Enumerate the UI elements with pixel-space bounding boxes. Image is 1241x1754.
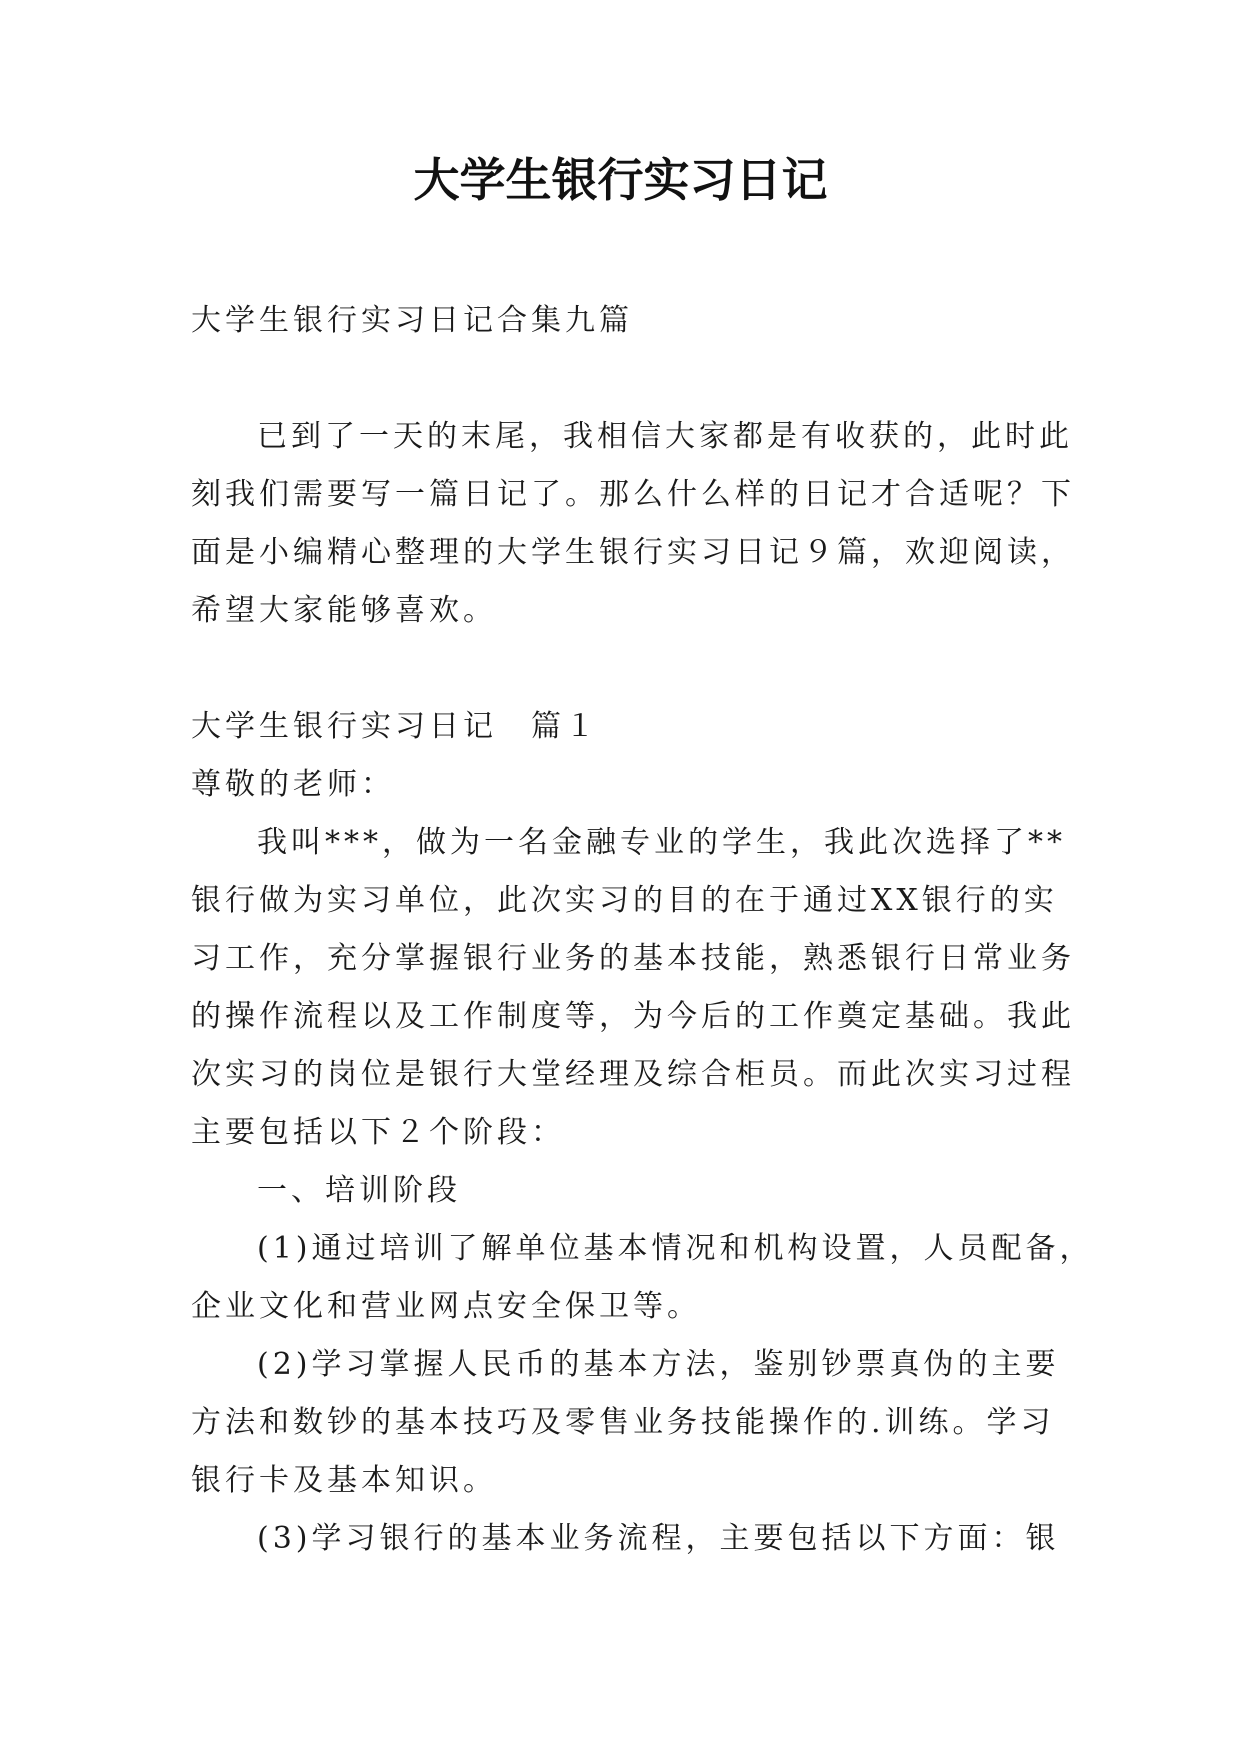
list-item-line: 银行卡及基本知识。: [191, 1463, 497, 1498]
paragraph-line: 的操作流程以及工作制度等，为今后的工作奠定基础。我此: [191, 999, 1075, 1034]
intro-line: 已到了一天的末尾，我相信大家都是有收获的，此时此: [257, 419, 1073, 454]
list-item-line: (2)学习掌握人民币的基本方法，鉴别钞票真伪的主要: [257, 1347, 1060, 1382]
list-item-1: [191, 1220, 1094, 1336]
intro-paragraph: [191, 408, 1075, 640]
paragraph-1: [191, 814, 1075, 1162]
intro-line: 希望大家能够喜欢。: [191, 593, 497, 628]
list-item-line: 企业文化和营业网点安全保卫等。: [191, 1289, 701, 1324]
paragraph-line: 次实习的岗位是银行大堂经理及综合柜员。而此次实习过程: [191, 1057, 1075, 1092]
list-item-2: [191, 1336, 1071, 1510]
salutation: 尊敬的老师：: [191, 767, 395, 802]
paragraph-line: 习工作，充分掌握银行业务的基本技能，熟悉银行日常业务: [191, 941, 1075, 976]
intro-line: 面是小编精心整理的大学生银行实习日记９篇，欢迎阅读，: [191, 535, 1075, 570]
paragraph-line: 我叫***，做为一名金融专业的学生，我此次选择了**: [257, 825, 1066, 860]
document-body: [191, 292, 1094, 1568]
stage-heading: 一、培训阶段: [257, 1173, 461, 1208]
document-title: 大学生银行实习日记: [413, 153, 828, 207]
list-item-line: (1)通过培训了解单位基本情况和机构设置，人员配备，: [257, 1231, 1094, 1266]
list-item-3: [191, 1510, 1071, 1568]
paragraph-line: 银行做为实习单位，此次实习的目的在于通过XX银行的实: [191, 883, 1058, 918]
list-item-line: 方法和数钞的基本技巧及零售业务技能操作的.训练。学习: [191, 1405, 1055, 1440]
list-item-line: (3)学习银行的基本业务流程，主要包括以下方面：银: [257, 1521, 1060, 1556]
spacer: [191, 350, 1071, 408]
section-heading: 大学生银行实习日记 篇１: [191, 709, 599, 744]
paragraph-line: 主要包括以下２个阶段：: [191, 1115, 565, 1150]
spacer: [191, 640, 1071, 698]
intro-line: 刻我们需要写一篇日记了。那么什么样的日记才合适呢？下: [191, 477, 1075, 512]
subtitle: 大学生银行实习日记合集九篇: [191, 303, 633, 338]
